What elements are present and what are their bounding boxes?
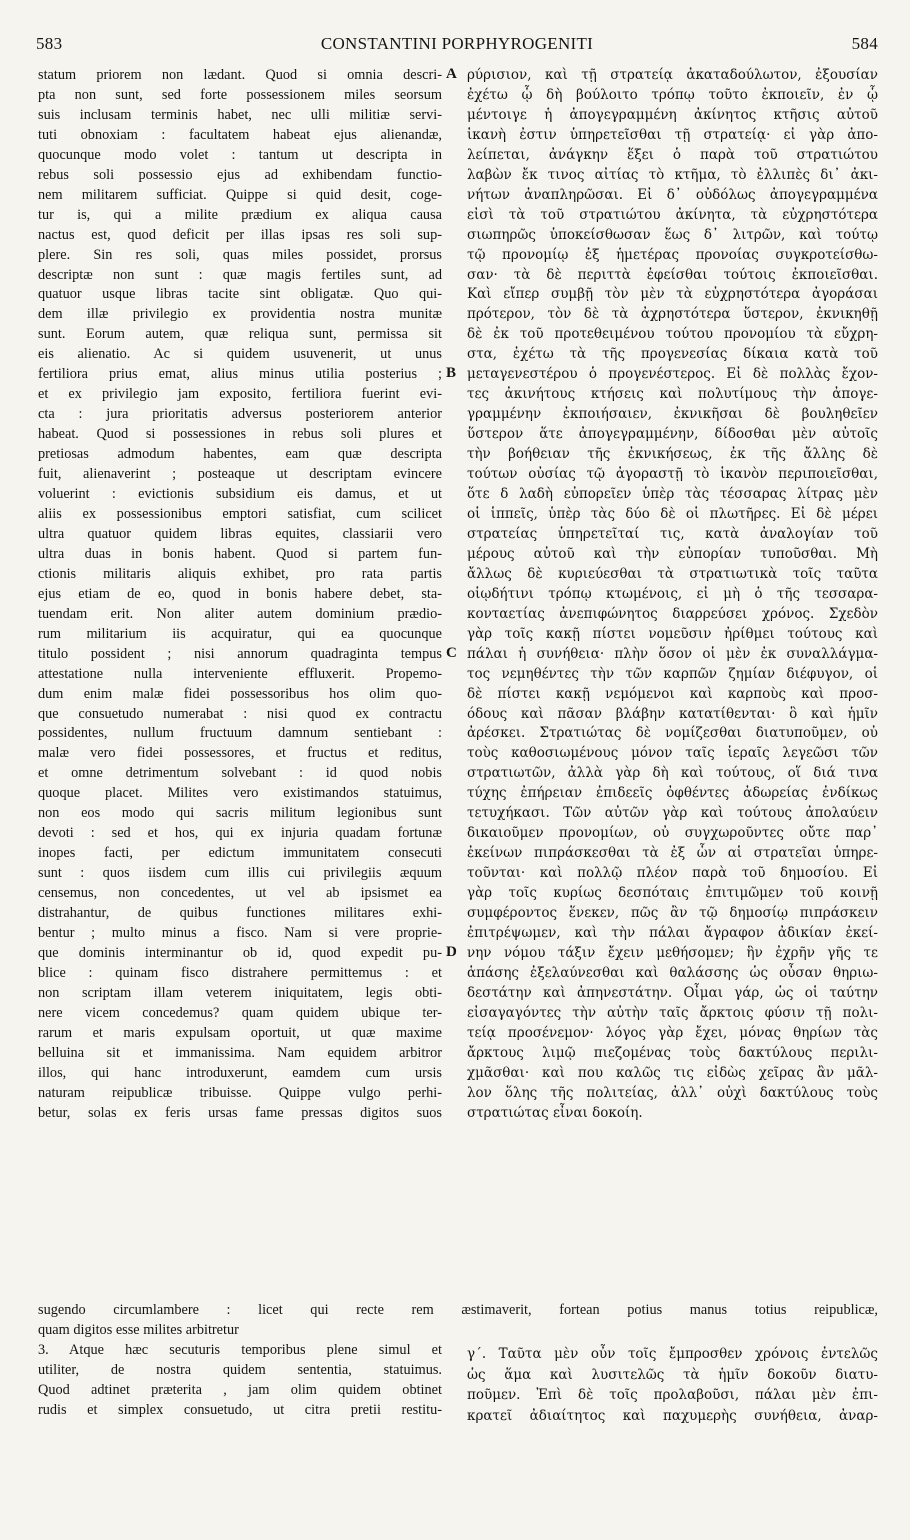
- latin-text-line: plere. Sin res soli, quas miles possidet, prorsus: [38, 246, 442, 263]
- latin-text-line: Quod adtinet præterita , jam olim quidem obtinet: [38, 1382, 442, 1398]
- latin-text-line: censemus, non concedentes, ut vel ab ipsismet ea: [38, 885, 442, 902]
- latin-text-line: 3. Atque hæc secuturis temporibus plene simul et: [38, 1342, 442, 1358]
- left-page-number: 583: [36, 34, 63, 53]
- greek-text-line: Καὶ εἴπερ συμβῇ τὸν μὲν τὰ εὐχρηστότερα ἀγοράσαι: [467, 286, 878, 303]
- latin-text-line: attestatione nulla interveniente effluxerit. Propemo-: [38, 665, 442, 682]
- latin-column-continuation: [38, 1320, 442, 1420]
- section-marker: B: [446, 365, 457, 382]
- greek-text-line: κρατεῖ ἀδιαίτητος καὶ παχυμερὴς συνήθεια, ἀναρ-: [467, 1407, 878, 1424]
- latin-text-line: possidentes, nullum fructuum damnum sentiebant :: [38, 725, 442, 742]
- latin-text-line: rum militarium iis acquiratur, qui ea quocunque: [38, 625, 442, 642]
- section-marker: C: [446, 644, 457, 661]
- greek-text-line: τοὺς καθοσιωμένους μόνον ταῖς ἱεραῖς λεγεῶσι τῶν: [467, 745, 878, 762]
- latin-text-line: quam digitos esse milites arbitretur: [38, 1322, 239, 1338]
- running-title: CONSTANTINI PORPHYROGENITI: [320, 34, 594, 53]
- latin-text-line: non scriptam illam veterem iniquitatem, legis obti-: [38, 984, 442, 1001]
- greek-column-continuation: [467, 1344, 878, 1426]
- greek-text-line: ἄρκτους λιμῷ πιεζομένας τοὺς δακτύλους περιλι-: [467, 1044, 878, 1061]
- latin-text-line: et ex privilegio jam exposito, fertiliora fuerint evi-: [38, 386, 442, 403]
- latin-text-line: que dominis interminantur ob id, quod expedit pu-: [38, 944, 442, 961]
- latin-text-line: tuendam erit. Non aliter autem dominium prædio-: [38, 605, 442, 622]
- latin-text-line: titulo possident ; nisi annorum quadraginta tempus: [38, 645, 442, 662]
- greek-text-line: νην νόμου τάξιν ἔχειν μεθήσομεν; ἣν ἐχρῆν γῆς τε: [467, 944, 878, 961]
- greek-text-line: στα, ἐχέτω τὰ τῆς προγενεσίας δίκαια κατὰ τοῦ: [467, 346, 878, 363]
- latin-text-line: non eos modo qui sacris militum legionibus sunt: [38, 805, 442, 822]
- latin-text-line: inopes facti, per edictum immunitatem consecuti: [38, 845, 442, 862]
- latin-text-line: nem militarem sufficiat. Quippe si quid desit, coge-: [38, 186, 442, 203]
- latin-text-line: bentur ; multo minus a fisco. Nam si vere proprie-: [38, 924, 442, 941]
- latin-column: [38, 66, 442, 1316]
- greek-text-line: λαβὼν ἔκ τινος αἰτίας τὸ κτῆμα, τὸ ἐλλιπὲς δι᾽ ἀκι-: [467, 166, 878, 183]
- greek-text-line: χμᾶσθαι· καὶ που καλῶς τις εἰδὼς χεῖρας ἂν μᾶλ-: [467, 1064, 878, 1081]
- latin-text-line: ctionis militaris aliquis exhibet, pro rata partis: [38, 565, 442, 582]
- greek-text-line: ρύρισιον, καὶ τῇ στρατείᾳ ἀκαταδούλωτον, ἐξουσίαν: [467, 67, 878, 83]
- greek-text-line: τοῦνται· καὶ πολλῷ πλέον παρὰ τοῦ δημοσίου. Εἰ: [467, 865, 878, 882]
- latin-text-line: eis alienatio. Ac si quidem usuvenerit, ut unus: [38, 346, 442, 363]
- greek-text-line: πρότερον, τὸν δὲ τὰ ἀχρηστότερα ὕστερον, ἐκνικηθῇ: [467, 306, 878, 323]
- latin-text-line: illos, qui hanc introduxerunt, eamdem cum ursis: [38, 1064, 442, 1081]
- greek-text-line: ἄλλως δὲ κυριεύεσθαι τὰ στρατιωτικὰ τοῖς ταῦτα: [467, 565, 878, 582]
- greek-text-line: δὲ ἐκ τοῦ προτεθειμένου τούτου προνομίου τὰ εὔχρη-: [467, 326, 878, 343]
- latin-text-line: ejus etiam de eo, quod in bonis habere debet, sta-: [38, 585, 442, 602]
- greek-text-line: τούτων οὐσίας τῷ ἀγοραστῇ τὸ ἱκανὸν περιποιεῖσθαι,: [467, 466, 878, 483]
- section-marker: A: [446, 66, 457, 82]
- greek-text-line: γραμμένην ἐκποιήσαιεν, ἐκνικῆσαι δὲ βουληθεῖεν: [467, 406, 878, 423]
- latin-text-line: habeat. Quod si possessiones in rebus soli plures et: [38, 426, 442, 443]
- greek-text-line: ποῦμεν. Ἐπὶ δὲ τοῖς προλαβοῦσι, πάλαι μὲν ἐπι-: [467, 1387, 878, 1403]
- greek-text-line: μεταγενεστέρου ὁ προγενέστερος. Εἰ δὲ πολλὰς ἔχον-: [467, 366, 878, 383]
- greek-text-line: τες ἀκινήτους κτήσεις καὶ πολυτίμους τὴν ἀπογε-: [467, 386, 878, 403]
- greek-text-line: ἐπιτρέψωμεν, καὶ τὴν πάλαι ἄγραφον ἀδικίαν ἐκεί-: [467, 924, 878, 941]
- greek-text-line: ἁπάσης ἐξελαύνεσθαι καὶ θαλάσσης ὡς οὖσαν θηριω-: [467, 964, 878, 981]
- latin-text-line: devoti : sed et hos, qui ex injuria quadam fortunæ: [38, 825, 442, 842]
- latin-text-line: belluina sit et immanissima. Nam equidem arbitror: [38, 1044, 442, 1061]
- latin-text-line: blice : quinam fisco distrahere permittemus : et: [38, 964, 442, 981]
- greek-text-line: ἱκανὴ ἐστιν ὑπηρετεῖσθαι τῇ στρατείᾳ· εἰ γὰρ ἀπο-: [467, 126, 878, 143]
- greek-text-line: ἐχέτω ᾧ δὴ βούλοιτο τρόπῳ τοῦτο ἐκποιεῖν, ἐν ᾧ: [467, 86, 878, 103]
- greek-text-line: λείπεται, ἀνάγκην ἕξει ὁ παρὰ τοῦ στρατιώτου: [467, 146, 878, 163]
- greek-text-line: ὡς ἅμα καὶ λυσιτελῶς τὰ ἡμῖν δοκοῦν διατυ-: [467, 1366, 878, 1383]
- latin-text-line: ultra quatuor quidem libras equites, classiarii vero: [38, 525, 442, 542]
- latin-text-line: quatuor usque libras tacite sint obligatæ. Quo qui-: [38, 286, 442, 303]
- latin-text-line: voluerint : evictionis subsidium eis damus, et ut: [38, 486, 442, 503]
- latin-text-line: fuit, alienaverint ; posteaque ut descriptam evincere: [38, 466, 442, 483]
- latin-text-line: rudis et simplex consuetudo, ut citra pretii restitu-: [38, 1402, 442, 1418]
- latin-text-line: aliis ex possessionibus emptori satisfiat, cum scilicet: [38, 505, 442, 522]
- greek-text-line: τετυχήκασι. Τῶν αὐτῶν γὰρ καὶ τούτους ἀπολαύειν: [467, 805, 878, 822]
- greek-text-line: ὅτε δ λαδὴ εὐπορεῖεν ὑπὲρ τὰς τέσσαρας λίτρας μὲν: [467, 486, 878, 503]
- latin-spanning-line: sugendo circumlambere : licet qui recte rem æstimaverit, fortean potius manus totius reipublicæ,: [38, 1302, 878, 1318]
- latin-text-line: et omne detrimentum solvebant : id quod nobis: [38, 765, 442, 782]
- greek-text-line: μέρους αὐτοῦ καὶ τὴν εὐπορίαν τυποῦσθαι. Μὴ: [467, 545, 878, 562]
- latin-text-line: naturam reipublicæ tribuisse. Quippe vulgo perhi-: [38, 1084, 442, 1101]
- latin-text-line: ultra duas in bonis habent. Quod si partem fun-: [38, 545, 442, 562]
- greek-text-line: στρατιωτῶν, ἀλλὰ γὰρ δὴ καὶ τούτους, οἵ διά τινα: [467, 765, 878, 782]
- latin-text-line: dum enim malæ fidei possessoribus hos olim quo-: [38, 685, 442, 702]
- greek-text-line: δεστάτην καὶ ἀπηνεστάτην. Οἶμαι γάρ, ὡς οἱ ταύτην: [467, 984, 878, 1001]
- greek-text-line: πάλαι ἡ συνήθεια· πλὴν ὅσον οἱ μὲν ἐκ συναλλάγμα-: [467, 645, 878, 662]
- greek-text-line: δικαιοῦμεν προνομίων, οὐ συγχωροῦντες οὔτε παρ᾽: [467, 825, 878, 842]
- greek-text-line: κονταετίας ἀνεπιφώνητος διαρρεύσει χρόνος. Σχεδὸν: [467, 605, 878, 622]
- greek-text-line: τος νεμηθέντες τὴν τῶν καρπῶν ζημίαν διέφυγον, οἱ: [467, 665, 878, 682]
- greek-text-line: σαν· τὰ δὲ περιττὰ ἐφείσθαι τούτοις ἐκποιεῖσθαι.: [467, 266, 878, 283]
- latin-text-line: pta non sunt, sed forte possessionem miles seorsum: [38, 86, 442, 103]
- latin-text-line: distrahantur, de quibus functiones militares exhi-: [38, 905, 442, 922]
- greek-text-line: στρατείας ὑπηρετεῖταί τις, κατὰ ἀναλογίαν τοῦ: [467, 525, 878, 542]
- greek-text-line: ἐκείνων πιπράσκεσθαι τὰ ἐξ ὧν αἱ στρατεῖαι ὑπηρε-: [467, 845, 878, 862]
- latin-text-line: malæ vero fidei possessores, et fructus et reditus,: [38, 745, 442, 762]
- greek-column: [467, 66, 878, 1316]
- latin-text-line: descriptæ non sunt : quæ magis fertiles sunt, ad: [38, 266, 442, 283]
- greek-text-line: εἰσαγαγόντες τὴν αὐτὴν ταῖς ἄρκτοις φύσιν τῇ πολι-: [467, 1004, 878, 1021]
- greek-text-line: σιωπηρῶς ὑποκείσθωσαν ἕως δ᾽ λιτρῶν, καὶ τούτῳ: [467, 226, 878, 243]
- greek-text-line: γὰρ τοῖς κακῇ πίστει νομεῦσιν ἠρίθμει τούτους καὶ: [467, 625, 878, 642]
- latin-text-line: suis inclusam terminis habet, nec ulli militiæ servi-: [38, 106, 442, 123]
- greek-text-line: οἱ ἱππεῖς, ὑπὲρ τὰς δύο δὲ οἱ πλωτῆρες. Εἰ δὲ μέρει: [467, 505, 878, 522]
- latin-text-line: sunt : quos iisdem cum illis cui privilegiis æquum: [38, 865, 442, 882]
- latin-text-line: rarum et maris expulsam oportuit, ut quæ maxime: [38, 1024, 442, 1041]
- latin-text-line: utiliter, de nostra quidem sententia, statuimus.: [38, 1362, 442, 1378]
- latin-text-line: statum priorem non lædant. Quod si omnia descri-: [38, 67, 442, 83]
- latin-text-line: betur, solas ex feris ursas fame pressas digitos suos: [38, 1104, 442, 1121]
- latin-text-line: pretiosas admodum habentes, eam quæ descripta: [38, 446, 442, 463]
- greek-text-line: ὕστερον ἅτε ἀπογεγραμμένην, δίδοσθαι μὲν αὐτοῖς: [467, 426, 878, 443]
- greek-text-line: γὰρ τοῖς κυρίως δεσπόταις ἐπιτιμῶμεν τοῦ κοινῇ: [467, 885, 878, 902]
- greek-text-line: τείᾳ προσένεμον· λόγος γὰρ ἔχει, μόνας θηρίων τὰς: [467, 1024, 878, 1041]
- greek-text-line: μέντοιγε ἡ ἀπογεγραμμένη ἀκίνητος κτῆσις αὐτοῦ: [467, 106, 878, 123]
- page-header: [36, 34, 878, 56]
- section-marker: D: [446, 943, 457, 960]
- greek-text-line: νήτων ἀναπληρῶσαι. Εἰ δ᾽ οὐδόλως ἀπογεγραμμένα: [467, 186, 878, 203]
- latin-text-line: cta : jura prioritatis adversus posteriorem anterior: [38, 406, 442, 423]
- greek-text-line: εἰσὶ τὰ τοῦ στρατιώτου ἀκίνητα, τὰ εὐχρηστότερα: [467, 206, 878, 223]
- latin-text-line: dem illæ privilegio ex providentia nostra munitæ: [38, 306, 442, 323]
- right-page-number: 584: [851, 34, 878, 53]
- latin-text-line: tuti obnoxiam : facultatem habeat ejus alienandæ,: [38, 126, 442, 143]
- greek-text-line: ἀρέσκει. Στρατιώτας δὲ νομίζεσθαι διατυποῦμεν, οὐ: [467, 725, 878, 742]
- latin-text-line: nere vicem concedemus? quam quidem ubique ter-: [38, 1004, 442, 1021]
- greek-text-line: λον ὅλης τῆς πολιτείας, ἀλλ᾽ οὐχὶ δακτύλους τοὺς: [467, 1084, 878, 1101]
- latin-text-line: quocunque modo volet : tantum ut descripta in: [38, 146, 442, 163]
- greek-text-line: τύχης ἐπήρειαν ἐπιδεεῖς ὀφθέντες ἀδωρείας ἐνδίκως: [467, 785, 878, 802]
- greek-text-line: τὴν βοήθειαν τῆς ἐκνικήσεως, ἐκ τῆς ἄλλης δὲ: [467, 446, 878, 463]
- greek-text-line: οἱῳδήτινι τρόπῳ κτωμένοις, εἰ μὴ ὁ τῆς τεσσαρα-: [467, 585, 878, 602]
- greek-text-line: συμφέροντος ἕνεκεν, πῶς ἂν τῷ δημοσίῳ πιπράσκειν: [467, 905, 878, 922]
- latin-text-line: rebus soli possessio ejus ad exhibendam functio-: [38, 166, 442, 183]
- greek-text-line: δὲ πίστει κακῇ νεμόμενοι καὶ καρποὺς καὶ προσ-: [467, 685, 878, 702]
- latin-text-line: fertiliora prius emat, alius minus utilia posterius ;: [38, 366, 442, 383]
- latin-text-line: que consuetudo numerabat : nisi quod ex contractu: [38, 705, 442, 722]
- latin-text-line: tur is, qui a milite prædium ex aliqua causa: [38, 206, 442, 223]
- greek-text-line: όδους καὶ πᾶσαν βλάβην κατατίθενται· ὃ καὶ ἡμῖν: [467, 705, 878, 722]
- greek-text-line: στρατιώτας εἶναι δοκοίη.: [467, 1104, 643, 1121]
- latin-text-line: quoque placet. Milites vero existimandos statuimus,: [38, 785, 442, 802]
- greek-text-line: τῷ προνομίῳ ἐξ ἡμετέρας προνοίας συγκροτείσθω-: [467, 246, 878, 263]
- latin-text-line: nactus est, quod deficit per illas ipsas res soli sup-: [38, 226, 442, 243]
- greek-text-line: γ΄. Ταῦτα μὲν οὖν τοῖς ἔμπροσθεν χρόνοις ἐντελῶς: [467, 1346, 878, 1362]
- latin-text-line: sunt. Eorum autem, quæ reliqua sunt, permissa sit: [38, 326, 442, 343]
